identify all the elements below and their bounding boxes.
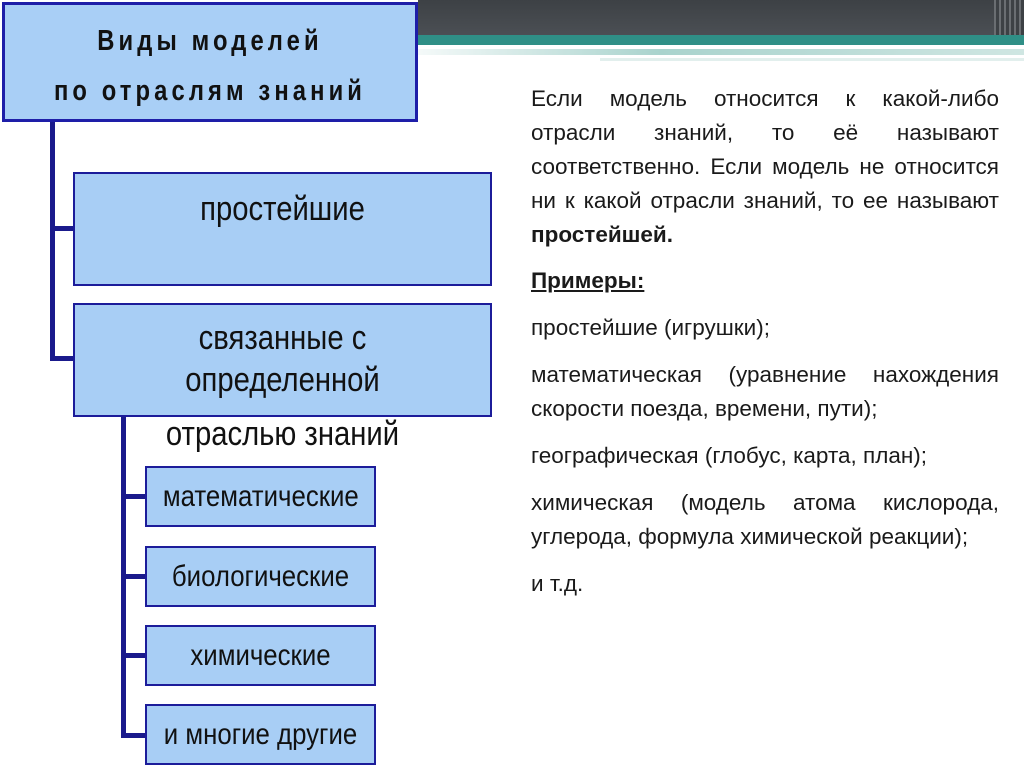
subcategory-label-math: математические <box>162 480 359 513</box>
example-item: простейшие (игрушки); <box>531 315 770 340</box>
intro-bold-term: простейшей. <box>531 222 674 247</box>
example-item: географическая (глобус, карта, план); <box>531 443 928 468</box>
header-bar-teal <box>418 35 1024 45</box>
subcategory-box-other <box>145 704 376 765</box>
category-label-related-line2: отраслью знаний <box>165 415 400 453</box>
category-box-simple <box>73 172 492 286</box>
header-line-light <box>418 49 1024 55</box>
connector-branch-simple <box>50 226 74 231</box>
connector-branch-chem <box>121 653 146 658</box>
header-line-faint <box>600 58 1024 61</box>
subcategory-label-chem: химические <box>190 639 331 672</box>
diagram-title-box <box>2 2 418 122</box>
intro-paragraph <box>531 82 999 252</box>
connector-branch-related <box>50 356 74 361</box>
connector-branch-other <box>121 733 146 738</box>
example-item: и т.д. <box>531 571 584 596</box>
subcategory-box-bio <box>145 546 376 607</box>
connector-trunk-main <box>50 122 55 360</box>
header-bar-stripes <box>994 0 1024 35</box>
diagram-title-line1: Виды моделей <box>97 25 323 57</box>
diagram-title-line2: по отраслям знаний <box>53 75 367 107</box>
example-item: химическая (модель атома кислорода, углерода, формула химической реакции); <box>531 490 999 549</box>
subcategory-box-chem <box>145 625 376 686</box>
examples-heading: Примеры: <box>531 268 645 293</box>
header-bar-dark <box>418 0 1024 35</box>
category-label-related-line1: связанные с определенной <box>185 319 380 399</box>
connector-branch-math <box>121 494 146 499</box>
subcategory-label-bio: биологические <box>171 560 350 593</box>
subcategory-box-math <box>145 466 376 527</box>
category-box-related <box>73 303 492 453</box>
subcategory-label-other: и многие другие <box>163 718 358 751</box>
intro-text: Если модель относится к какой-либо отрасли знаний, то её называют соответственно. Если модель не относится ни к какой отрасли знаний, то ее называют <box>531 86 999 213</box>
connector-branch-bio <box>121 574 146 579</box>
example-item: математическая (уравнение нахождения скорости поезда, времени, пути); <box>531 362 999 421</box>
explanation-text <box>531 82 999 601</box>
category-label-simple: простейшие <box>200 190 365 228</box>
